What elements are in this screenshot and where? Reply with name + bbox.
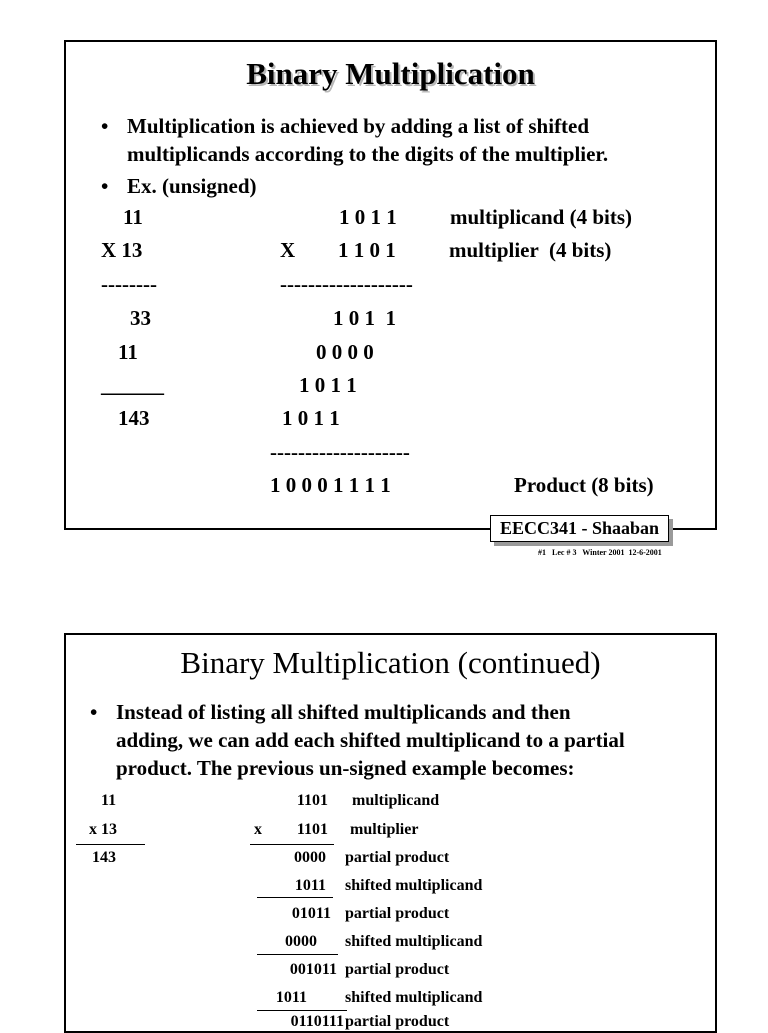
decimal-underline-2 bbox=[76, 844, 145, 845]
slide-1-bullet-1-line-1: Multiplication is achieved by adding a list of shifted bbox=[127, 114, 590, 138]
footer-course-box: EECC341 - Shaaban bbox=[490, 515, 669, 542]
bullet-dot-icon: • bbox=[101, 114, 109, 138]
slide-2-bullet-line-2: adding, we can add each shifted multiplicand to a partial bbox=[116, 728, 625, 752]
footer-lecture-info: #1 Lec # 3 Winter 2001 12-6-2001 bbox=[538, 548, 662, 557]
step-1-underline bbox=[250, 844, 334, 845]
decimal-multiplicand: 11 bbox=[123, 205, 143, 229]
step-4-label: partial product bbox=[345, 905, 450, 922]
step-3-label: shifted multiplicand bbox=[345, 877, 483, 894]
step-7-underline bbox=[257, 1010, 347, 1011]
slide-2-bullet bbox=[90, 698, 625, 782]
decimal-result-2: 143 bbox=[92, 849, 116, 866]
bullet-dot-icon: • bbox=[90, 700, 98, 724]
step-0-label: multiplicand bbox=[352, 792, 440, 809]
slide-1-bullet-2 bbox=[101, 172, 257, 200]
step-5-label: shifted multiplicand bbox=[345, 933, 483, 950]
step-2-label: partial product bbox=[345, 849, 450, 866]
step-6-label: partial product bbox=[345, 961, 450, 978]
binary-multiplier: 1 1 0 1 bbox=[338, 238, 396, 262]
label-multiplier: multiplier (4 bits) bbox=[449, 238, 612, 262]
step-1-label: multiplier bbox=[350, 821, 419, 838]
decimal-top: 11 bbox=[101, 792, 117, 809]
label-product: Product (8 bits) bbox=[514, 473, 654, 497]
binary-dash-line-2: -------------------- bbox=[270, 440, 410, 464]
decimal-multiplier-2: x 13 bbox=[89, 821, 117, 838]
binary-partial-3: 1 0 1 1 bbox=[299, 373, 357, 397]
binary-times-sign: X bbox=[280, 238, 296, 262]
step-3-underline bbox=[257, 897, 333, 898]
binary-partial-1: 1 0 1 1 bbox=[333, 306, 396, 330]
step-3-value: 1011 bbox=[294, 877, 326, 894]
step-4-value: 01011 bbox=[291, 905, 331, 922]
step-0-value: 1101 bbox=[296, 792, 328, 809]
decimal-result: 143 bbox=[118, 406, 150, 430]
binary-result: 1 0 0 0 1 1 1 1 bbox=[270, 473, 391, 497]
slide-1-bullet-1-line-2: multiplicands according to the digits of the multiplier. bbox=[127, 142, 609, 166]
slide-2-title: Binary Multiplication (continued) bbox=[180, 645, 601, 680]
binary-partial-4: 1 0 1 1 bbox=[282, 406, 340, 430]
slide-2-bullet-line-3: product. The previous un-signed example becomes: bbox=[116, 756, 575, 780]
step-1-value: 1101 bbox=[296, 821, 328, 838]
slide-1-bullet-2-text: Ex. (unsigned) bbox=[127, 174, 257, 198]
step-2-value: 0000 bbox=[294, 849, 326, 866]
step-7-value: 1011 bbox=[275, 989, 307, 1006]
step-6-value: 001011 bbox=[289, 961, 337, 978]
slide-2-bullet-line-1: Instead of listing all shifted multiplicands and then bbox=[116, 700, 571, 724]
decimal-multiplier: X 13 bbox=[101, 238, 143, 262]
binary-dash-line: ------------------- bbox=[280, 272, 413, 296]
step-5-value: 0000 bbox=[285, 933, 317, 950]
decimal-underline: ______ bbox=[101, 373, 164, 397]
decimal-partial-1: 33 bbox=[130, 306, 151, 330]
binary-partial-2: 0 0 0 0 bbox=[316, 340, 374, 364]
step-5-underline bbox=[257, 954, 338, 955]
step-8-value: 0110111 bbox=[290, 1013, 344, 1030]
label-multiplicand: multiplicand (4 bits) bbox=[450, 205, 633, 229]
slide-1-bullet-1 bbox=[101, 112, 609, 168]
bullet-dot-icon: • bbox=[101, 174, 109, 198]
decimal-partial-2: 11 bbox=[118, 340, 138, 364]
slide-1-title: Binary Multiplication bbox=[246, 56, 535, 91]
step-1-prefix: x bbox=[254, 821, 262, 838]
step-8-label: partial product bbox=[345, 1013, 450, 1030]
decimal-dash-line: -------- bbox=[101, 272, 157, 296]
step-7-label: shifted multiplicand bbox=[345, 989, 483, 1006]
binary-multiplicand: 1 0 1 1 bbox=[339, 205, 397, 229]
